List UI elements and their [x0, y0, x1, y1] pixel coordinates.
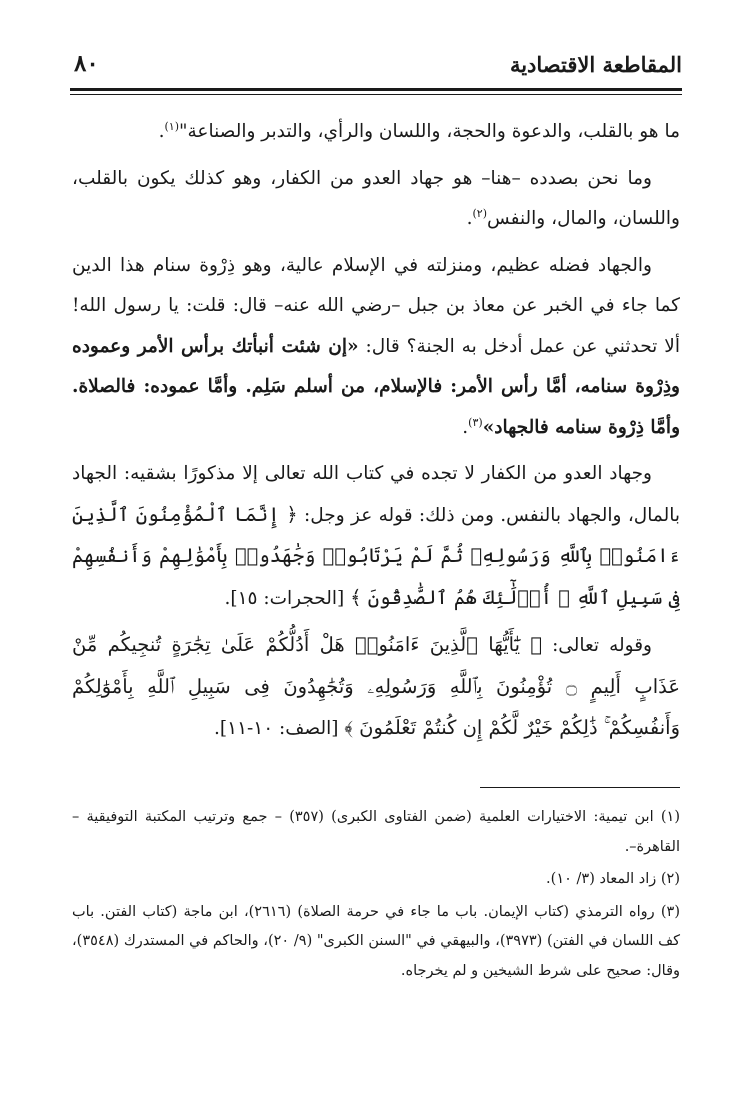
paragraph-3: والجهاد فضله عظيم، ومنزلته في الإسلام عالية، وهو ذِرْوة سنام هذا الدين كما جاء في الخبر عن معاذ بن جبل –رضي الله عنه– قال: قلت: يا رسول الله! ألا تحدثني عن عمل أدخل به الجنة؟ قال: «إن شئت أنبأتك برأس الأمر وعموده وذِرْوة سنامه، أمَّا رأس الأمر: فالإسلام، من أسلم سَلِم. وأمَّا عموده: فالصلاة. وأمَّا ذِرْوة سنامه فالجهاد»$^{(٣)}$.: [72, 254, 680, 438]
verse-reference: [الصف: ١٠-١١].: [214, 718, 345, 739]
header-rule-thin: [70, 94, 682, 95]
footnotes: [72, 803, 680, 989]
quran-verse-hujurat: ﴿ إِنَّمَا ٱلْمُؤْمِنُونَ ٱلَّذِينَ ءَامَنُوا۟ بِٱللَّهِ وَرَسُولِهِۦ ثُمَّ لَمْ يَرْتَابُوا۟ وَجَٰهَدُوا۟ بِأَمْوَٰلِهِمْ وَأَنفُسِهِمْ فِى سَبِيلِ ٱللَّهِ ۚ أُو۟لَٰٓئِكَ هُمُ ٱلصَّٰدِقُونَ ﴾: [72, 502, 680, 609]
footnote-2: (٢) زاد المعاد (٣/ ١٠).: [546, 871, 680, 887]
footnote-3: (٣) رواه الترمذي (كتاب الإيمان. باب ما جاء في حرمة الصلاة) (٢٦١٦)، ابن ماجة (كتاب الفتن. باب كف اللسان في الفتن) (٣٩٧٣)، والبيهقي في "السنن الكبرى" (٩/ ٢٠)، والحاكم في المستدرك (٣٥٤٨)، وقال: صحيح على شرط الشيخين و لم يخرجاه.: [72, 903, 680, 979]
footnote-ref-3[interactable]: (٣): [468, 415, 483, 429]
running-header: [70, 48, 682, 88]
hadith-quote: «إن شئت أنبأتك برأس الأمر وعموده وذِرْوة سنامه، أمَّا رأس الأمر: فالإسلام، من أسلم سَلِم. وأمَّا عموده: فالصلاة. وأمَّا ذِرْوة سنامه فالجهاد»: [72, 335, 680, 438]
paragraph-1: ما هو بالقلب، والدعوة والحجة، واللسان والرأي، والتدبر والصناعة"$^{(١)}$.: [158, 119, 680, 142]
header-rule-thick: [70, 88, 682, 91]
main-text: [72, 112, 680, 756]
footnote-ref-1[interactable]: (١): [164, 119, 179, 133]
page-number: ٨٠: [74, 50, 99, 77]
paragraph-4: وجهاد العدو من الكفار لا تجده في كتاب الله تعالى إلا مذكورًا بشقيه: الجهاد بالمال، والجهاد بالنفس. ومن ذلك: قوله عز وجل: ﴿ إِنَّمَا ٱلْمُؤْمِنُونَ ٱلَّذِينَ ءَامَنُوا۟ بِٱللَّهِ وَرَسُولِهِۦ ثُمَّ لَمْ يَرْتَابُوا۟ وَجَٰهَدُوا۟ بِأَمْوَٰلِهِمْ وَأَنفُسِهِمْ فِى سَبِيلِ ٱللَّهِ ۚ أُو۟لَٰٓئِكَ هُمُ ٱلصَّٰدِقُونَ ﴾ [الحجرات: ١٥].: [72, 463, 680, 609]
verse-reference: [الحجرات: ١٥].: [224, 587, 351, 609]
quran-verse-saff: ﴿ يَٰٓأَيُّهَا ٱلَّذِينَ ءَامَنُوا۟ هَلْ أَدُلُّكُمْ عَلَىٰ تِجَٰرَةٍ تُنجِيكُم مِّنْ عَذَابٍ أَلِيمٍ ۝ تُؤْمِنُونَ بِٱللَّهِ وَرَسُولِهِۦ وَتُجَٰهِدُونَ فِى سَبِيلِ ٱللَّهِ بِأَمْوَٰلِكُمْ وَأَنفُسِكُمْ ۚ ذَٰلِكُمْ خَيْرٌ لَّكُمْ إِن كُنتُمْ تَعْلَمُونَ ﴾: [72, 633, 681, 739]
paragraph-5: وقوله تعالى: ﴿ يَٰٓأَيُّهَا ٱلَّذِينَ ءَامَنُوا۟ هَلْ أَدُلُّكُمْ عَلَىٰ تِجَٰرَةٍ تُنجِيكُم مِّنْ عَذَابٍ أَلِيمٍ ۝ تُؤْمِنُونَ بِٱللَّهِ وَرَسُولِهِۦ وَتُجَٰهِدُونَ فِى سَبِيلِ ٱللَّهِ بِأَمْوَٰلِكُمْ وَأَنفُسِكُمْ ۚ ذَٰلِكُمْ خَيْرٌ لَّكُمْ إِن كُنتُمْ تَعْلَمُونَ ﴾ [الصف: ١٠-١١].: [72, 633, 681, 739]
chapter-title: المقاطعة الاقتصادية: [509, 52, 682, 77]
footnote-1: (١) ابن تيمية: الاختيارات العلمية (ضمن الفتاوى الكبرى) (٣٥٧) – جمع وترتيب المكتبة التوفيقية – القاهرة–.: [72, 809, 680, 855]
paragraph-2: وما نحن بصدده –هنا– هو جهاد العدو من الكفار، وهو كذلك يكون بالقلب، واللسان، والمال، والنفس$^{(٢)}$.: [72, 167, 680, 229]
footnote-separator: [480, 787, 680, 788]
footnote-ref-2[interactable]: (٢): [472, 206, 487, 220]
